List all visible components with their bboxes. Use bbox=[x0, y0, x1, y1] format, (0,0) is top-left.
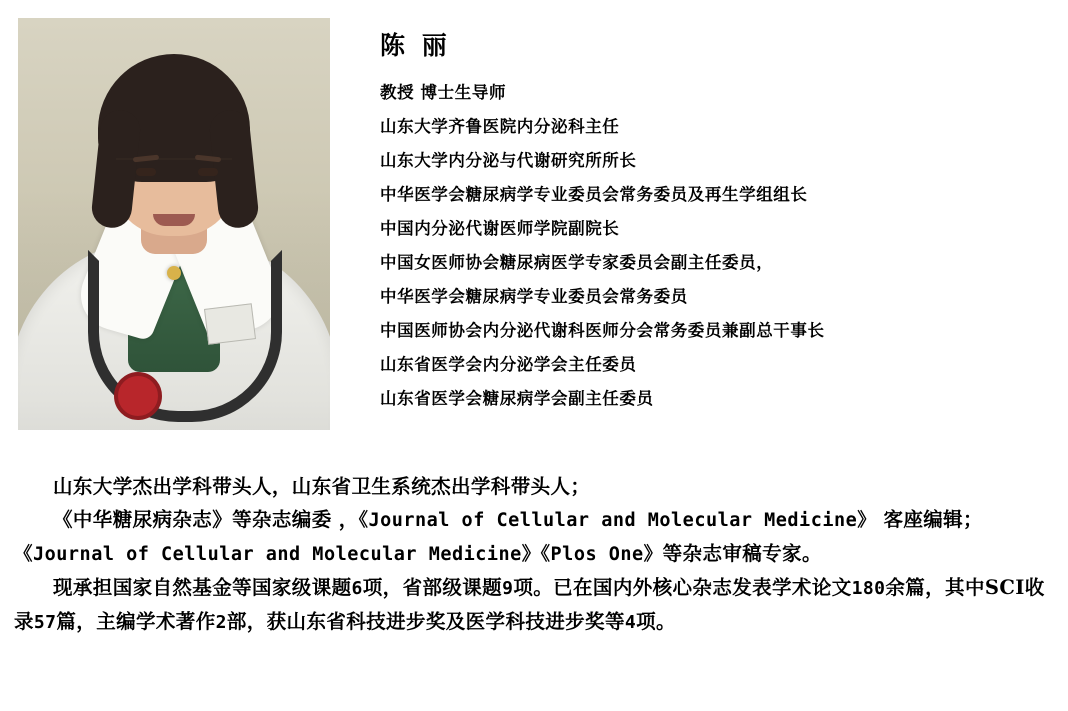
project-count-national: 6 bbox=[351, 578, 363, 599]
bio-p3-text-6: 部，获山东省科技进步奖及医学科技进步奖等 bbox=[226, 610, 625, 633]
award-count: 4 bbox=[624, 612, 637, 633]
credential-item: 山东大学内分泌与代谢研究所所长 bbox=[380, 151, 637, 170]
credential-item: 山东大学齐鲁医院内分泌科主任 bbox=[380, 117, 620, 136]
book-count: 2 bbox=[215, 612, 227, 633]
paper-count: 180 bbox=[851, 578, 886, 599]
doctor-name: 陈 丽 bbox=[380, 31, 451, 60]
credential-item: 中国医师协会内分泌代谢科医师分会常务委员兼副总干事长 bbox=[380, 321, 825, 340]
credential-item: 中华医学会糖尿病学专业委员会常务委员 bbox=[380, 287, 688, 306]
credential-item: 山东省医学会内分泌学会主任委员 bbox=[380, 355, 637, 374]
biography-paragraph-3 bbox=[14, 571, 1054, 639]
biography-paragraph-2 bbox=[14, 503, 1054, 571]
bio-p3-text-4: 余篇，其中SCI收录 bbox=[14, 576, 1045, 633]
bio-p2-text-2: 客座编辑； bbox=[876, 508, 983, 531]
bio-p3-text-2: 项，省部级课题 bbox=[362, 576, 503, 599]
biography-paragraph-1: 山东大学杰出学科带头人，山东省卫生系统杰出学科带头人； bbox=[53, 475, 591, 498]
sci-paper-count: 57 bbox=[33, 612, 57, 633]
project-count-provincial: 9 bbox=[502, 578, 514, 599]
bio-p3-text-5: 篇，主编学术著作 bbox=[56, 610, 216, 633]
credential-item: 中国女医师协会糖尿病医学专家委员会副主任委员， bbox=[380, 253, 774, 272]
biography-section bbox=[14, 470, 1054, 639]
credentials-list bbox=[380, 76, 1068, 416]
photo-id-badge bbox=[204, 303, 256, 345]
credential-item: 山东省医学会糖尿病学会副主任委员 bbox=[380, 389, 654, 408]
credential-item: 教授 博士生导师 bbox=[380, 83, 507, 102]
doctor-portrait-photo bbox=[18, 18, 330, 430]
bio-p2-text-1: 《中华糖尿病杂志》等杂志编委 ， bbox=[53, 508, 359, 531]
journal-name-1: 《Journal of Cellular and Molecular Medicine》 bbox=[358, 510, 877, 531]
bio-p2-text-3: 等杂志审稿专家。 bbox=[662, 542, 822, 565]
photo-mouth bbox=[153, 214, 195, 226]
journal-name-2: 《Journal of Cellular and Molecular Medicine》《Plos One》 bbox=[14, 544, 663, 565]
profile-text-block bbox=[330, 18, 1068, 416]
stethoscope-chestpiece-icon bbox=[114, 372, 162, 420]
bio-p3-text-7: 项。 bbox=[636, 610, 676, 633]
bio-p3-text-3: 项。已在国内外核心杂志发表学术论文 bbox=[513, 576, 852, 599]
credential-item: 中国内分泌代谢医师学院副院长 bbox=[380, 219, 620, 238]
photo-glasses bbox=[116, 158, 232, 190]
bio-p3-text-1: 现承担国家自然基金等国家级课题 bbox=[53, 576, 352, 599]
credential-item: 中华医学会糖尿病学专业委员会常务委员及再生学组组长 bbox=[380, 185, 808, 204]
